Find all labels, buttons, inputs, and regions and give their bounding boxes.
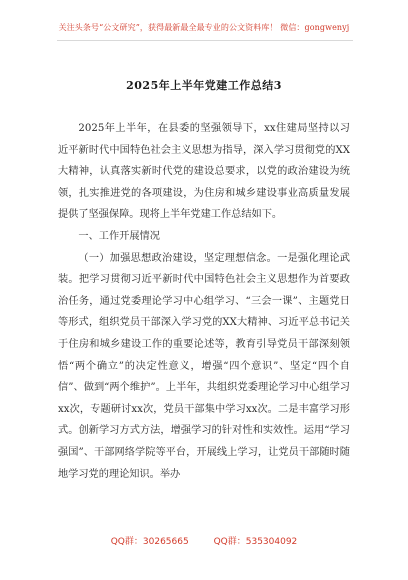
qq-group-1: QQ群：30265665 (110, 537, 189, 547)
qq-group-2: QQ群：535304092 (213, 537, 298, 547)
footer-contacts (0, 534, 408, 547)
intro-paragraph: 2025年上半年，在县委的坚强领导下，xx住建局坚持以习近平新时代中国特色社会主义思想为指导，深入学习贯彻党的XX大精神，认真落实新时代党的建设总要求，以党的政治建设为统领，扎实推进党的各项建设，为住房和城乡建设事业高质量发展提供了坚强保障。现将上半年党建工作总结如下。 (58, 123, 350, 221)
document-body (58, 118, 350, 485)
section-heading: 一、工作开展情况 (78, 230, 160, 242)
document-title: 2025年上半年党建工作总结3 (126, 79, 282, 92)
body-paragraph: （一）加强思想政治建设，坚定理想信念。一是强化理论武装。把学习贯彻习近平新时代中国特色社会主义思想作为首要政治任务，通过党委理论学习中心组学习、“三会一课”、主题党日等形式，组织党员干部深入学习党的XX大精神、习近平总书记关于住房和城乡建设工作的重要论述等，教育引导党员干部深刻领悟“两个确立”的决定性意义，增强“四个意识”、坚定“四个自信”、做到“两个维护”。上半年，共组织党委理论学习中心组学习xx次，专题研讨xx次，党员干部集中学习xx次。二是丰富学习形式。创新学习方式方法，增强学习的针对性和实效性。运用“学习强国”、干部网络学院等平台，开展线上学习，让党员干部随时随地学习党的理论知识。举办 (58, 252, 350, 480)
header-banner: 关注头条号“公文研究”，获得最新最全最专业的公文资料库！ 微信：gongwenyj (58, 23, 350, 32)
header-divider (57, 40, 353, 41)
